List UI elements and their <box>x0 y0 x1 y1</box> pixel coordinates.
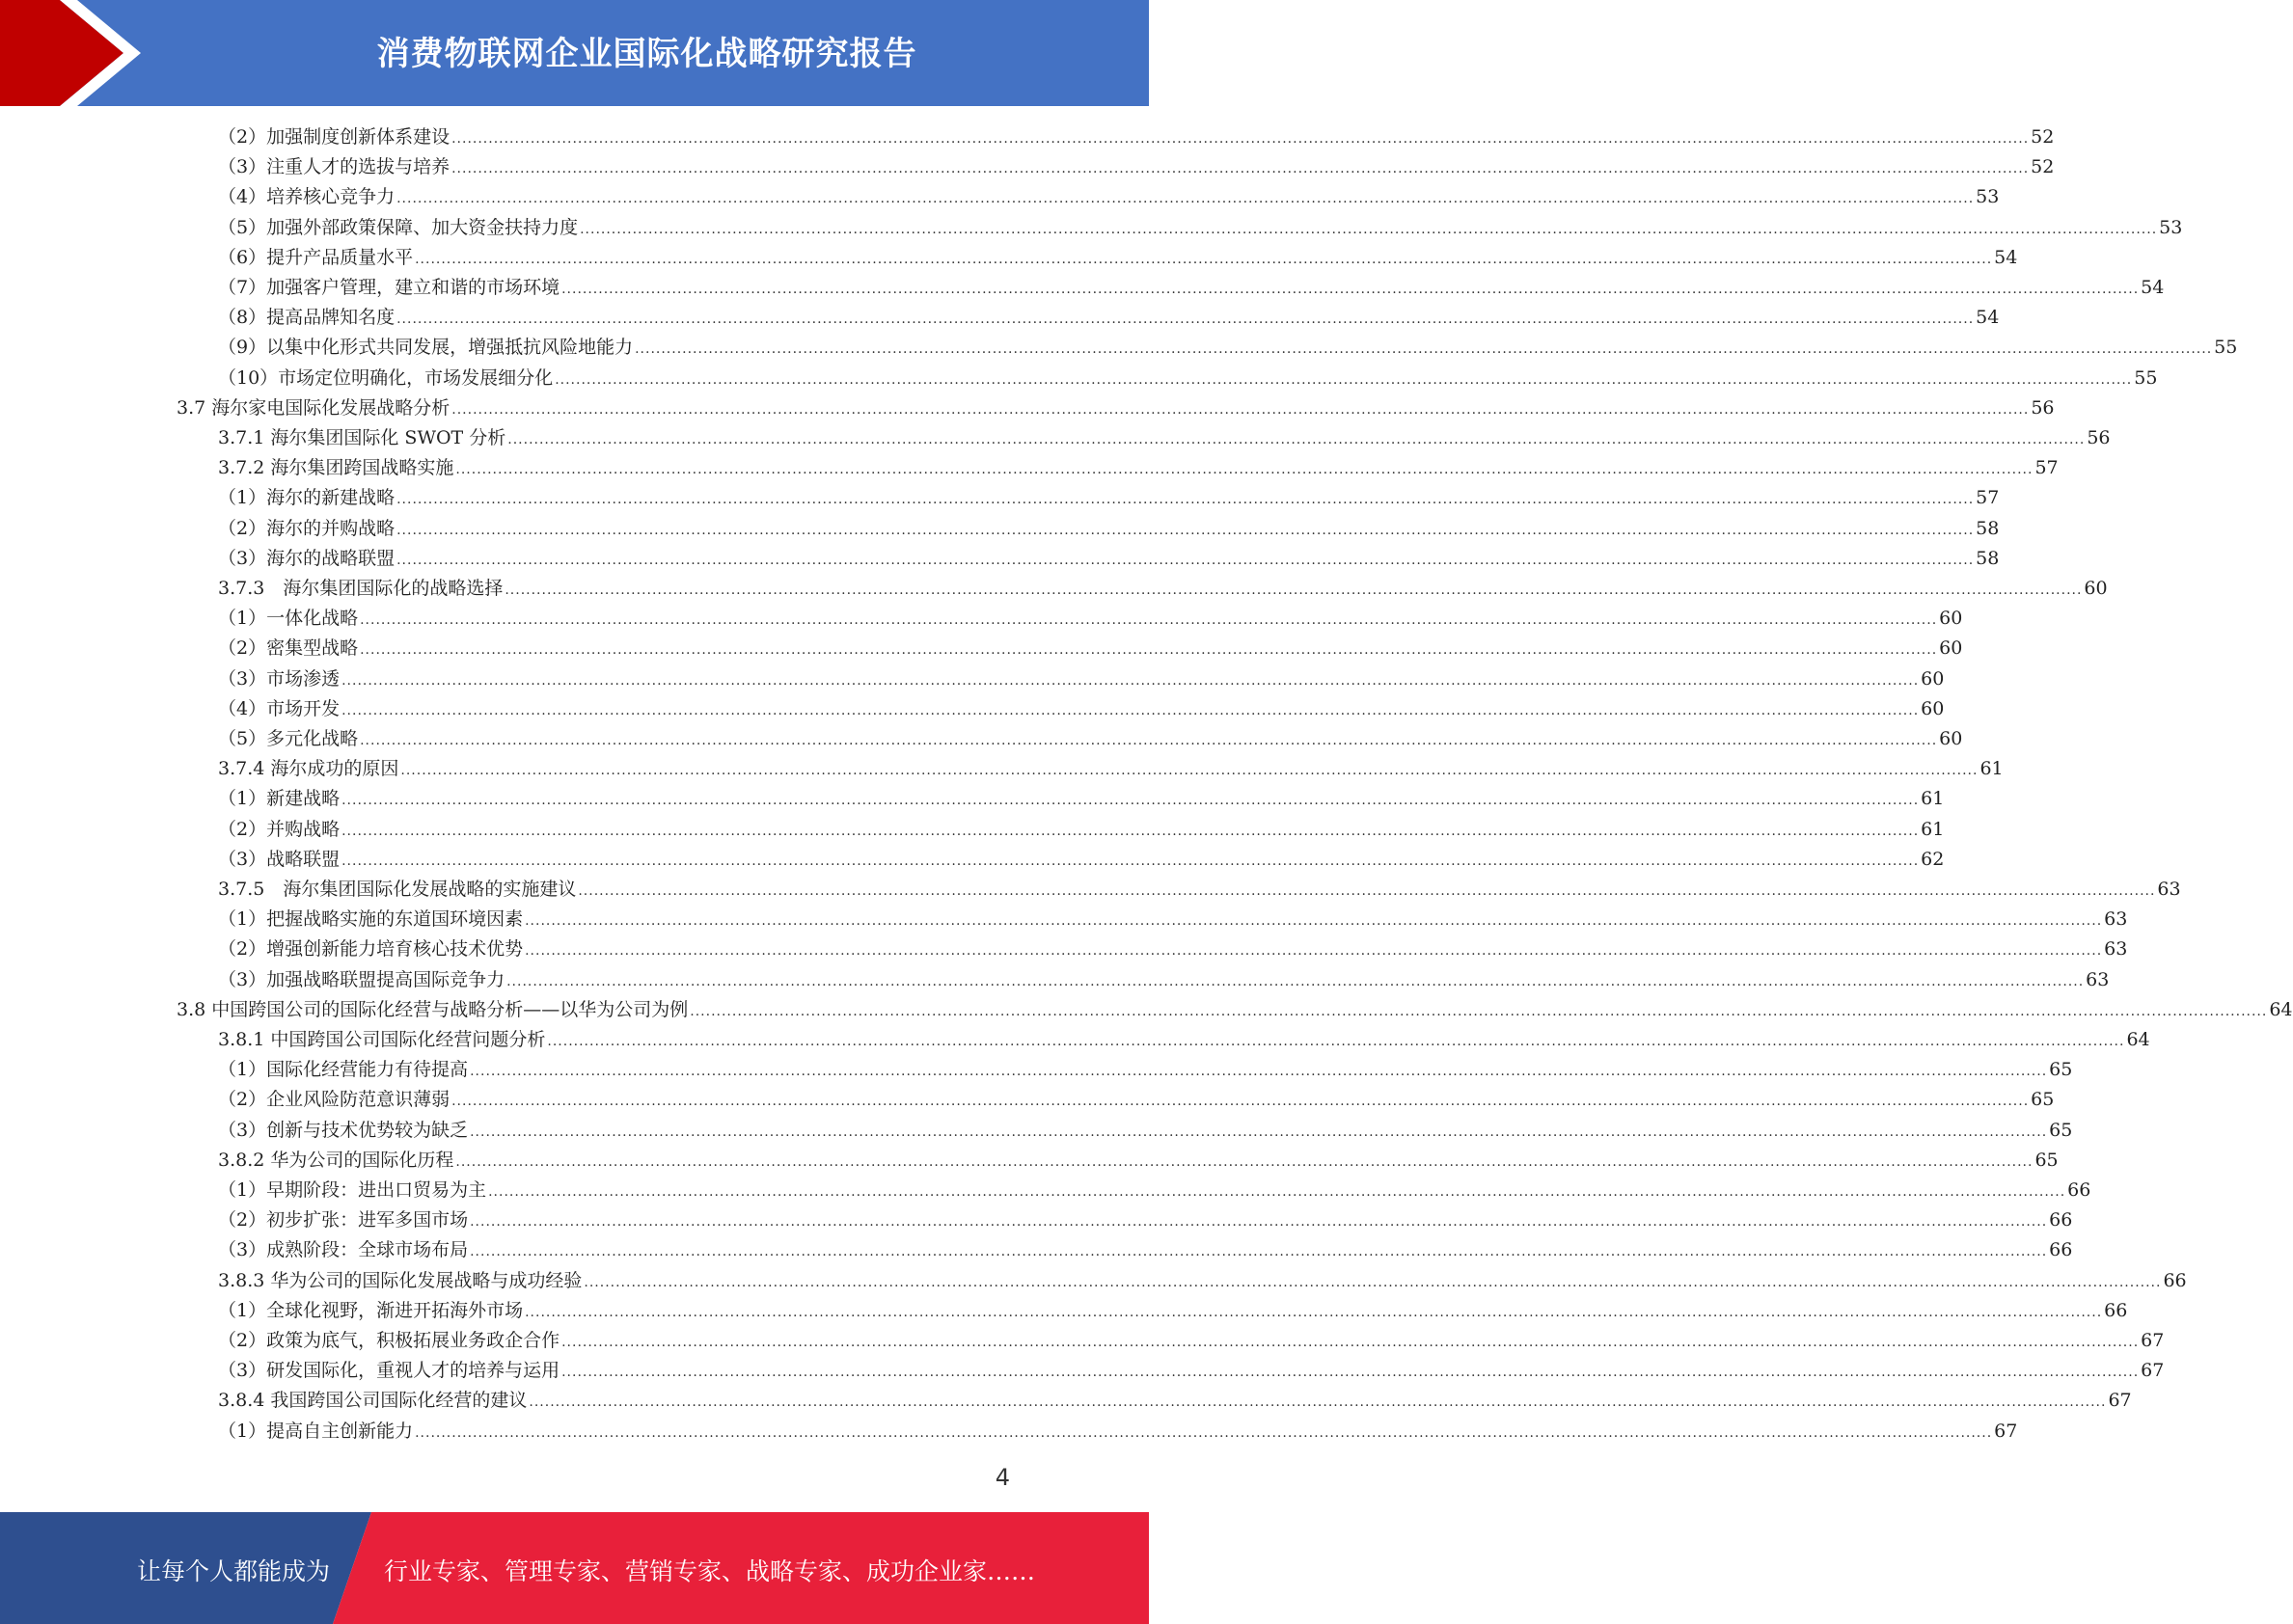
toc-entry[interactable] <box>218 303 2000 333</box>
toc-entry-label: 3.7.4 海尔成功的原因 <box>218 758 399 780</box>
toc-leader-dots: ............................................................................................................................................................................................................................................................................................................ <box>470 1123 2048 1140</box>
document-title: 消费物联网企业国际化战略研究报告 <box>376 35 917 73</box>
toc-entry-page: 66 <box>2049 1209 2073 1232</box>
toc-entry-page: 61 <box>1979 758 2004 780</box>
toc-entry-label: 3.8.3 华为公司的国际化发展战略与成功经验 <box>218 1269 583 1291</box>
toc-entry-label: 3.7.2 海尔集团跨国战略实施 <box>218 457 454 479</box>
toc-entry-label: （3）海尔的战略联盟 <box>218 547 396 569</box>
toc-entry-page: 65 <box>2034 1149 2059 1171</box>
toc-entry[interactable] <box>218 364 2158 393</box>
toc-leader-dots: ............................................................................................................................................................................................................................................................................................................ <box>561 1335 2140 1350</box>
toc-leader-dots: ............................................................................................................................................................................................................................................................................................................ <box>451 1094 2030 1110</box>
toc-leader-dots: ............................................................................................................................................................................................................................................................................................................ <box>360 642 1938 659</box>
toc-entry[interactable] <box>218 1386 2132 1416</box>
toc-entry[interactable] <box>218 544 2000 574</box>
toc-entry-page: 60 <box>1921 667 1945 690</box>
toc-leader-dots: ............................................................................................................................................................................................................................................................................................................ <box>451 401 2030 418</box>
toc-entry-page: 64 <box>2269 998 2293 1020</box>
toc-entry-page: 53 <box>2159 216 2183 238</box>
toc-entry[interactable] <box>218 1055 2073 1085</box>
toc-entry[interactable] <box>218 875 2181 905</box>
toc-leader-dots: ............................................................................................................................................................................................................................................................................................................ <box>341 823 1920 839</box>
toc-leader-dots: ............................................................................................................................................................................................................................................................................................................ <box>396 552 1975 568</box>
toc-entry-label: （3）战略联盟 <box>218 848 341 870</box>
toc-entry-label: （2）加强制度创新体系建设 <box>218 126 450 148</box>
toc-entry-page: 63 <box>2104 908 2128 931</box>
toc-entry-label: （3）研发国际化，重视人才的培养与运用 <box>218 1360 560 1382</box>
toc-entry[interactable] <box>218 905 2128 934</box>
toc-entry[interactable] <box>218 815 1945 845</box>
toc-leader-dots: ............................................................................................................................................................................................................................................................................................................ <box>505 582 2083 598</box>
footer-slogan-right: 行业专家、管理专家、营销专家、战略专家、成功企业家…… <box>384 1557 1036 1585</box>
toc-entry[interactable] <box>218 1116 2073 1146</box>
toc-entry[interactable] <box>218 965 2110 995</box>
toc-entry[interactable] <box>218 1085 2055 1115</box>
toc-entry[interactable] <box>218 1025 2150 1055</box>
toc-leader-dots: ............................................................................................................................................................................................................................................................................................................ <box>580 221 2158 237</box>
toc-entry-label: 3.7.3 海尔集团国际化的战略选择 <box>218 578 504 599</box>
toc-entry-label: （7）加强客户管理，建立和谐的市场环境 <box>218 277 560 298</box>
toc-entry-page: 65 <box>2049 1119 2073 1141</box>
toc-entry-page: 60 <box>1939 728 1963 749</box>
toc-leader-dots: ............................................................................................................................................................................................................................................................................................................ <box>555 371 2133 388</box>
toc-leader-dots: ............................................................................................................................................................................................................................................................................................................ <box>547 1034 2125 1049</box>
toc-entry[interactable] <box>218 634 1963 663</box>
toc-entry-label: （2）企业风险防范意识薄弱 <box>218 1089 450 1111</box>
toc-entry-label: （3）市场渗透 <box>218 667 341 690</box>
toc-entry-label: （1）把握战略实施的东道国环境因素 <box>218 908 524 931</box>
toc-leader-dots: ............................................................................................................................................................................................................................................................................................................ <box>578 883 2156 899</box>
toc-entry[interactable] <box>218 453 2059 483</box>
toc-entry[interactable] <box>218 574 2108 604</box>
toc-entry[interactable] <box>218 934 2128 964</box>
toc-entry-page: 53 <box>1976 186 2000 208</box>
toc-entry-label: 3.8.2 华为公司的国际化历程 <box>218 1149 454 1171</box>
toc-entry-page: 56 <box>2031 396 2055 419</box>
toc-entry[interactable] <box>218 1146 2059 1176</box>
toc-entry-page: 52 <box>2031 156 2055 178</box>
toc-entry-page: 63 <box>2104 938 2128 961</box>
toc-entry[interactable] <box>218 423 2111 453</box>
toc-entry[interactable] <box>218 1417 2018 1447</box>
toc-entry-page: 62 <box>1921 848 1945 870</box>
toc-entry[interactable] <box>218 182 2000 212</box>
toc-entry-label: （3）成熟阶段：全球市场布局 <box>218 1239 469 1261</box>
toc-leader-dots: ............................................................................................................................................................................................................................................................................................................ <box>415 251 1993 267</box>
toc-entry-page: 66 <box>2067 1179 2091 1201</box>
page-footer <box>0 1512 1149 1624</box>
toc-entry-label: （5）加强外部政策保障、加大资金扶持力度 <box>218 216 579 238</box>
toc-entry-page: 52 <box>2031 126 2055 148</box>
toc-entry[interactable] <box>218 1176 2091 1205</box>
toc-entry-label: （2）并购战略 <box>218 818 341 840</box>
toc-leader-dots: ............................................................................................................................................................................................................................................................................................................ <box>470 1064 2048 1080</box>
toc-entry-page: 60 <box>2084 578 2108 599</box>
toc-entry-label: 3.7.1 海尔集团国际化 SWOT 分析 <box>218 427 506 448</box>
toc-leader-dots: ............................................................................................................................................................................................................................................................................................................ <box>360 612 1938 629</box>
toc-entry-page: 66 <box>2049 1239 2073 1261</box>
toc-leader-dots: ............................................................................................................................................................................................................................................................................................................ <box>506 973 2085 989</box>
toc-leader-dots: ............................................................................................................................................................................................................................................................................................................ <box>451 131 2030 147</box>
toc-entry[interactable] <box>218 1296 2128 1326</box>
toc-entry[interactable] <box>218 664 1945 694</box>
footer-slogan-left: 让每个人都能成为 <box>137 1557 331 1585</box>
toc-entry-label: （3）创新与技术优势较为缺乏 <box>218 1119 469 1141</box>
toc-leader-dots: ............................................................................................................................................................................................................................................................................................................ <box>470 1214 2048 1231</box>
toc-entry-page: 61 <box>1921 818 1945 840</box>
toc-entry-page: 64 <box>2126 1029 2150 1050</box>
toc-entry-page: 57 <box>2034 457 2059 479</box>
toc-entry[interactable] <box>218 333 2238 363</box>
toc-entry-page: 65 <box>2049 1059 2073 1081</box>
page-number: 4 <box>995 1464 1010 1491</box>
toc-entry-page: 55 <box>2134 366 2158 389</box>
toc-leader-dots: ............................................................................................................................................................................................................................................................................................................ <box>507 432 2086 447</box>
toc-entry-page: 67 <box>2141 1330 2165 1351</box>
toc-leader-dots: ............................................................................................................................................................................................................................................................................................................ <box>396 492 1975 508</box>
toc-entry-label: （3）注重人才的选拔与培养 <box>218 156 450 178</box>
toc-leader-dots: ............................................................................................................................................................................................................................................................................................................ <box>341 702 1920 718</box>
toc-leader-dots: ............................................................................................................................................................................................................................................................................................................ <box>635 341 2213 358</box>
toc-leader-dots: ............................................................................................................................................................................................................................................................................................................ <box>455 1153 2034 1170</box>
toc-entry-page: 60 <box>1939 637 1963 660</box>
toc-entry[interactable] <box>218 1326 2165 1356</box>
toc-entry-label: 3.7 海尔家电国际化发展战略分析 <box>177 396 450 419</box>
toc-entry-page: 67 <box>2108 1390 2132 1412</box>
toc-entry-page: 57 <box>1976 487 2000 509</box>
toc-entry[interactable] <box>218 754 2004 784</box>
toc-leader-dots: ............................................................................................................................................................................................................................................................................................................ <box>488 1184 2066 1200</box>
toc-entry-page: 65 <box>2031 1089 2055 1111</box>
toc-entry-page: 63 <box>2157 879 2181 900</box>
toc-entry[interactable] <box>218 724 1963 754</box>
toc-leader-dots: ............................................................................................................................................................................................................................................................................................................ <box>360 733 1938 748</box>
toc-entry-label: 3.7.5 海尔集团国际化发展战略的实施建议 <box>218 879 577 900</box>
toc-entry[interactable] <box>218 694 1945 724</box>
toc-entry[interactable] <box>218 483 2000 513</box>
toc-entry-page: 56 <box>2087 427 2111 448</box>
toc-leader-dots: ............................................................................................................................................................................................................................................................................................................ <box>529 1394 2107 1411</box>
toc-entry-label: （1）早期阶段：进出口贸易为主 <box>218 1179 487 1201</box>
toc-entry-page: 66 <box>2163 1269 2187 1291</box>
toc-entry-label: （8）提高品牌知名度 <box>218 307 396 329</box>
toc-entry-page: 67 <box>1994 1420 2018 1442</box>
page-header <box>0 0 1149 106</box>
toc-entry-label: 3.8 中国跨国公司的国际化经营与战略分析——以华为公司为例 <box>177 998 689 1020</box>
toc-entry-page: 55 <box>2214 337 2238 359</box>
toc-leader-dots: ............................................................................................................................................................................................................................................................................................................ <box>415 1424 1993 1441</box>
toc-entry-label: 3.8.4 我国跨国公司国际化经营的建议 <box>218 1390 528 1412</box>
toc-entry-label: （1）全球化视野，渐进开拓海外市场 <box>218 1299 524 1321</box>
toc-leader-dots: ............................................................................................................................................................................................................................................................................................................ <box>455 462 2034 478</box>
toc-leader-dots: ............................................................................................................................................................................................................................................................................................................ <box>584 1274 2162 1290</box>
toc-entry[interactable] <box>218 1356 2165 1386</box>
header-chevron-logo <box>0 0 154 106</box>
toc-entry[interactable] <box>218 213 2183 243</box>
toc-entry-page: 58 <box>1976 517 2000 539</box>
toc-leader-dots: ............................................................................................................................................................................................................................................................................................................ <box>341 793 1920 809</box>
toc-entry[interactable] <box>177 393 2055 423</box>
toc-entry-label: （1）国际化经营能力有待提高 <box>218 1059 469 1081</box>
toc-entry[interactable] <box>218 1235 2073 1265</box>
toc-leader-dots: ............................................................................................................................................................................................................................................................................................................ <box>341 672 1920 689</box>
toc-entry[interactable] <box>218 122 2055 152</box>
toc-entry[interactable] <box>218 273 2165 303</box>
toc-entry-label: （6）提升产品质量水平 <box>218 246 414 268</box>
toc-entry-page: 60 <box>1939 608 1963 630</box>
toc-entry-label: （2）初步扩张：进军多国市场 <box>218 1209 469 1232</box>
toc-entry-page: 67 <box>2141 1360 2165 1382</box>
toc-entry[interactable] <box>218 514 2000 544</box>
toc-leader-dots: ............................................................................................................................................................................................................................................................................................................ <box>396 311 1975 328</box>
toc-entry-label: （2）密集型战略 <box>218 637 359 660</box>
toc-entry-page: 58 <box>1976 547 2000 569</box>
toc-entry-page: 54 <box>1994 246 2018 268</box>
toc-entry-label: （1）提高自主创新能力 <box>218 1420 414 1442</box>
toc-entry-page: 54 <box>2141 277 2165 298</box>
toc-entry-label: （3）加强战略联盟提高国际竞争力 <box>218 968 505 990</box>
toc-entry-label: （2）海尔的并购战略 <box>218 517 396 539</box>
toc-leader-dots: ............................................................................................................................................................................................................................................................................................................ <box>451 161 2030 177</box>
toc-entry-page: 60 <box>1921 697 1945 719</box>
toc-leader-dots: ............................................................................................................................................................................................................................................................................................................ <box>561 282 2140 297</box>
toc-entry[interactable] <box>177 995 2293 1025</box>
toc-entry-page: 61 <box>1921 788 1945 810</box>
toc-leader-dots: ............................................................................................................................................................................................................................................................................................................ <box>396 522 1975 538</box>
toc-leader-dots: ............................................................................................................................................................................................................................................................................................................ <box>396 191 1975 207</box>
toc-entry[interactable] <box>218 845 1945 875</box>
toc-leader-dots: ............................................................................................................................................................................................................................................................................................................ <box>341 853 1920 869</box>
toc-entry[interactable] <box>218 784 1945 814</box>
toc-entry-label: （1）海尔的新建战略 <box>218 487 396 509</box>
toc-entry[interactable] <box>218 243 2018 273</box>
toc-entry[interactable] <box>218 152 2055 182</box>
toc-entry-label: （4）市场开发 <box>218 697 341 719</box>
toc-entry-label: （1）一体化战略 <box>218 608 359 630</box>
toc-leader-dots: ............................................................................................................................................................................................................................................................................................................ <box>470 1244 2048 1260</box>
toc-entry-label: （10）市场定位明确化，市场发展细分化 <box>218 366 554 389</box>
toc-entry[interactable] <box>218 604 1963 634</box>
toc-entry-page: 54 <box>1976 307 2000 329</box>
toc-leader-dots: ............................................................................................................................................................................................................................................................................................................ <box>525 943 2103 960</box>
toc-entry-page: 66 <box>2104 1299 2128 1321</box>
toc-entry-label: （2）增强创新能力培育核心技术优势 <box>218 938 524 961</box>
toc-entry-label: （1）新建战略 <box>218 788 341 810</box>
toc-entry-label: 3.8.1 中国跨国公司国际化经营问题分析 <box>218 1029 546 1050</box>
toc-entry-label: （2）政策为底气，积极拓展业务政企合作 <box>218 1330 560 1351</box>
toc-entry[interactable] <box>218 1205 2073 1235</box>
toc-entry-label: （9）以集中化形式共同发展，增强抵抗风险地能力 <box>218 337 634 359</box>
toc-entry[interactable] <box>218 1266 2187 1296</box>
toc-leader-dots: ............................................................................................................................................................................................................................................................................................................ <box>525 1304 2103 1320</box>
toc-leader-dots: ............................................................................................................................................................................................................................................................................................................ <box>525 913 2103 930</box>
toc-entry-label: （5）多元化战略 <box>218 728 359 749</box>
toc-entry-label: （4）培养核心竞争力 <box>218 186 396 208</box>
toc-entry-page: 63 <box>2086 968 2110 990</box>
toc-leader-dots: ............................................................................................................................................................................................................................................................................................................ <box>400 763 1979 779</box>
toc-leader-dots: ............................................................................................................................................................................................................................................................................................................ <box>690 1003 2268 1019</box>
toc-leader-dots: ............................................................................................................................................................................................................................................................................................................ <box>561 1365 2140 1381</box>
